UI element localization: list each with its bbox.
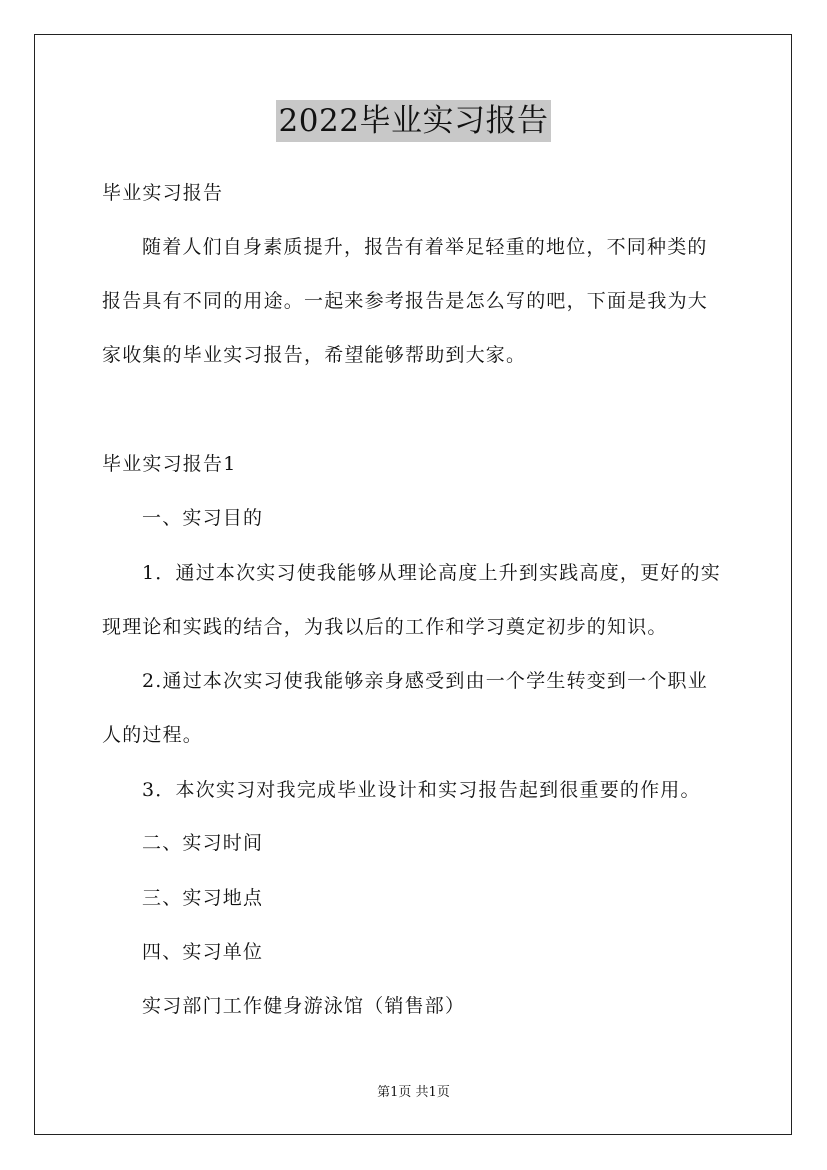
subheading: 四、实习单位 xyxy=(142,941,264,963)
subheading: 一、实习目的 xyxy=(142,507,264,529)
paragraph-line: 报告具有不同的用途。一起来参考报告是怎么写的吧，下面是我为大 xyxy=(102,290,709,312)
title-container xyxy=(0,100,827,142)
document-title: 2022毕业实习报告 xyxy=(276,100,552,142)
section-heading: 毕业实习报告 xyxy=(102,182,224,204)
paragraph-line: 3．本次实习对我完成毕业设计和实习报告起到很重要的作用。 xyxy=(142,779,701,801)
paragraph-line: 1．通过本次实习使我能够从理论高度上升到实践高度，更好的实 xyxy=(142,562,721,584)
paragraph-line: 实习部门工作健身游泳馆（销售部） xyxy=(142,995,466,1017)
subheading: 二、实习时间 xyxy=(142,832,264,854)
paragraph-line: 2.通过本次实习使我能够亲身感受到由一个学生转变到一个职业 xyxy=(142,670,708,692)
section-heading: 毕业实习报告1 xyxy=(102,453,237,475)
paragraph-line: 随着人们自身素质提升，报告有着举足轻重的地位，不同种类的 xyxy=(142,236,708,258)
paragraph-line: 现理论和实践的结合，为我以后的工作和学习奠定初步的知识。 xyxy=(102,616,668,638)
paragraph-line: 人的过程。 xyxy=(102,724,204,746)
paragraph-line: 家收集的毕业实习报告，希望能够帮助到大家。 xyxy=(102,344,527,366)
subheading: 三、实习地点 xyxy=(142,887,264,909)
page-footer: 第1页 共1页 xyxy=(377,1085,450,1100)
